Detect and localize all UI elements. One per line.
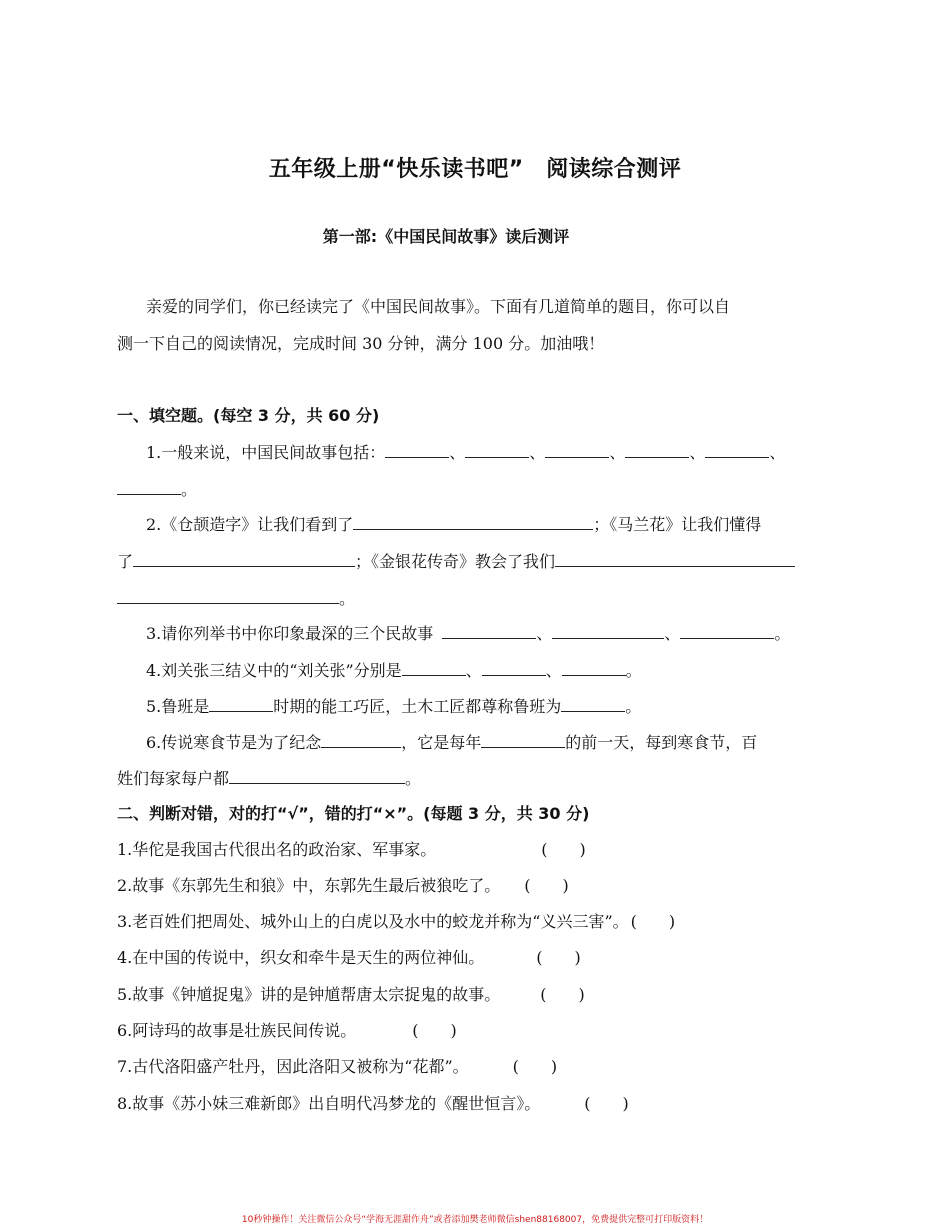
separator: 、 [536,624,553,643]
question-1-text: 1.一般来说，中国民间故事包括： [146,443,386,462]
answer-blank[interactable] [482,659,546,676]
answer-paren[interactable]: ( ) [524,876,569,895]
separator: 、 [689,443,706,462]
question-5-text-a: 5.鲁班是 [146,697,210,716]
answer-blank[interactable] [209,695,273,712]
answer-blank[interactable] [442,622,536,639]
period: 。 [625,697,642,716]
answer-blank[interactable] [561,695,625,712]
judge-item [117,984,585,1006]
judge-item-text: 5.故事《钟馗捉鬼》讲的是钟馗帮唐太宗捉鬼的故事。 [117,985,501,1004]
answer-blank[interactable] [465,441,529,458]
intro-line-2: 测一下自己的阅读情况，完成时间 30 分钟，满分 100 分。加油哦！ [117,334,605,353]
question-2-text-d: ；《金银花传奇》教会了我们 [355,552,556,571]
judge-item-text: 7.古代洛阳盛产牡丹，因此洛阳又被称为“花都”。 [117,1057,469,1076]
answer-blank[interactable] [385,441,449,458]
question-2-cont-2 [117,587,355,610]
judge-item-text: 8.故事《苏小妹三难新郎》出自明代冯梦龙的《醒世恒言》。 [117,1094,541,1113]
question-2-text-c: 了 [117,552,134,571]
section-subtitle: 第一部:《中国民间故事》读后测评 [322,227,570,246]
judge-item [117,1056,557,1078]
question-4-text: 4.刘关张三结义中的“刘关张”分别是 [146,661,402,680]
period: 。 [181,480,198,499]
question-3 [146,622,790,645]
answer-blank[interactable] [402,659,466,676]
judge-item-text: 4.在中国的传说中，织女和牵牛是天生的两位神仙。 [117,948,485,967]
question-4 [146,659,642,682]
judge-item [117,1093,629,1115]
separator: 、 [529,443,546,462]
answer-paren[interactable]: ( ) [512,1057,558,1076]
judge-item [117,875,569,897]
question-1 [146,441,785,464]
period: 。 [339,589,356,608]
question-5 [146,695,641,718]
separator: 、 [465,661,482,680]
question-5-text-b: 时期的能工巧匠，土木工匠都尊称鲁班为 [273,697,562,716]
question-6-text-c: 的前一天，每到寒食节，百 [565,733,758,752]
judge-item-text: 2.故事《东郭先生和狼》中，东郭先生最后被狼吃了。 [117,876,501,895]
judge-item [117,947,581,969]
question-3-text: 3.请你列举书中你印象最深的三个民故事 [146,624,434,643]
answer-blank[interactable] [117,587,339,604]
answer-blank[interactable] [545,441,609,458]
section2-heading: 二、判断对错，对的打“√”，错的打“×”。(每题 3 分，共 30 分) [117,804,590,823]
separator: 、 [449,443,466,462]
question-6-text-d: 姓们每家每户都 [117,769,230,788]
answer-paren[interactable]: ( ) [541,840,586,859]
answer-paren[interactable]: ( ) [540,985,585,1004]
answer-blank[interactable] [229,767,405,784]
answer-blank[interactable] [133,550,355,567]
question-6-cont [117,767,421,790]
answer-paren[interactable]: ( ) [412,1021,457,1040]
separator: 、 [609,443,626,462]
answer-blank[interactable] [552,622,664,639]
answer-blank[interactable] [680,622,774,639]
answer-blank[interactable] [562,659,626,676]
footer-promo: 10秒钟操作！关注微信公众号“学海无涯甜作舟”或者添加樊老师微信shen88168007，免费提供完整可打印版资料！ [241,1215,709,1225]
judge-item-text: 1.华佗是我国古代很出名的政治家、军事家。 [117,840,437,859]
answer-blank[interactable] [555,550,795,567]
intro-line-1: 亲爱的同学们，你已经读完了《中国民间故事》。下面有几道简单的题目，你可以自 [146,297,731,316]
answer-blank[interactable] [353,513,593,530]
judge-item [117,1020,457,1042]
period: 。 [625,661,642,680]
question-2-cont [117,550,795,573]
judge-item-text: 6.阿诗玛的故事是壮族民间传说。 [117,1021,357,1040]
judge-item [117,839,586,861]
page-title: 五年级上册“快乐读书吧” 阅读综合测评 [268,157,682,182]
separator: 、 [545,661,562,680]
answer-paren[interactable]: ( ) [630,912,676,931]
separator: 、 [664,624,681,643]
answer-blank[interactable] [321,731,401,748]
answer-blank[interactable] [117,478,181,495]
period: 。 [405,769,422,788]
answer-blank[interactable] [705,441,769,458]
question-6-text-a: 6.传说寒食节是为了纪念 [146,733,322,752]
question-2 [146,513,761,536]
answer-paren[interactable]: ( ) [584,1094,629,1113]
question-6-text-b: ，它是每年 [401,733,482,752]
question-2-text-b: ；《马兰花》让我们懂得 [593,515,762,534]
period: 。 [774,624,791,643]
question-2-text-a: 2.《仓颉造字》让我们看到了 [146,515,354,534]
question-6 [146,731,757,754]
answer-blank[interactable] [481,731,565,748]
judge-item-text: 3.老百姓们把周处、城外山上的白虎以及水中的蛟龙并称为“义兴三害”。 [117,912,629,931]
separator: 、 [769,443,786,462]
answer-blank[interactable] [625,441,689,458]
answer-paren[interactable]: ( ) [536,948,581,967]
section1-heading: 一、填空题。(每空 3 分，共 60 分) [117,406,380,425]
question-1-cont [117,478,197,501]
judge-item [117,911,675,933]
